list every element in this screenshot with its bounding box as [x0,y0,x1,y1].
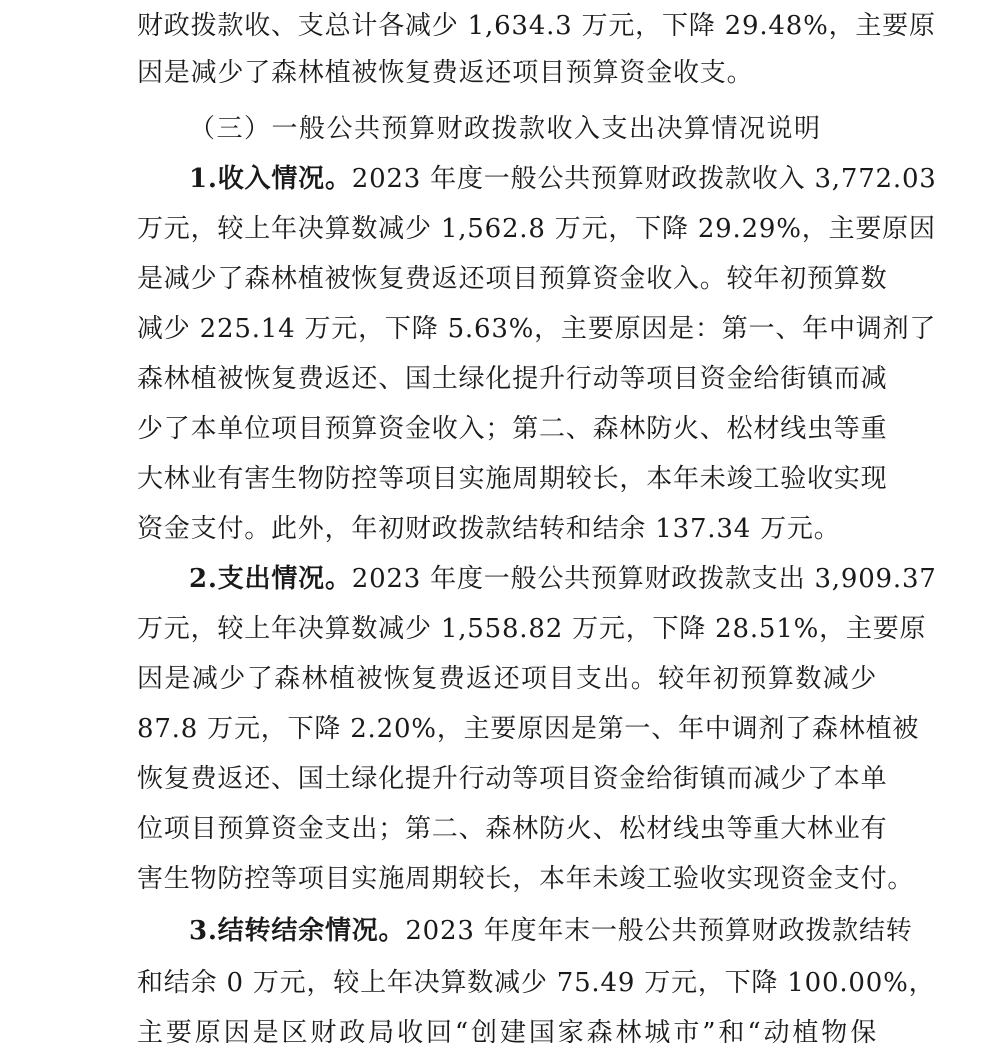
paragraph-line: 和结余 0 万元，较上年决算数减少 75.49 万元，下降 100.00%， [137,968,936,998]
paragraph-line: 因是减少了森林植被恢复费返还项目支出。较年初预算数减少 [137,664,877,694]
paragraph-line: 是减少了森林植被恢复费返还项目预算资金收入。较年初预算数 [137,264,888,294]
paragraph-line: 恢复费返还、国土绿化提升行动等项目资金给街镇而减少了本单 [137,764,888,794]
paragraph-line: 减少 225.14 万元，下降 5.63%，主要原因是：第一、年中调剂了 [137,314,937,344]
paragraph-line: 位项目预算资金支出；第二、森林防火、松材线虫等重大林业有 [137,814,888,844]
section-heading: （三）一般公共预算财政拨款收入支出决算情况说明 [189,114,822,144]
paragraph-lead: 1.收入情况。 [189,164,352,194]
paragraph-line: 万元，较上年决算数减少 1,558.82 万元，下降 28.51%，主要原 [137,614,927,644]
paragraph-line [189,153,937,205]
paragraph-text: 2023 年度年末一般公共预算财政拨款结转 [405,916,913,946]
paragraph-line: 87.8 万元，下降 2.20%，主要原因是第一、年中调剂了森林植被 [137,714,920,744]
paragraph-lead: 2.支出情况。 [189,564,352,594]
paragraph-line: 因是减少了森林植被恢复费返还项目预算资金收支。 [137,58,754,88]
paragraph-line: 少了本单位项目预算资金收入；第二、森林防火、松材线虫等重 [137,414,888,444]
paragraph-line: 森林植被恢复费返还、国土绿化提升行动等项目资金给街镇而减 [137,364,888,394]
paragraph-text: 2023 年度一般公共预算财政拨款支出 3,909.37 [351,564,937,594]
paragraph-line: 大林业有害生物防控等项目实施周期较长，本年未竣工验收实现 [137,464,888,494]
paragraph-line [189,553,937,605]
paragraph-line: 害生物防控等项目实施周期较长，本年未竣工验收实现资金支付。 [137,864,915,894]
paragraph-line: 资金支付。此外，年初财政拨款结转和结余 137.34 万元。 [137,514,841,544]
paragraph-text: 2023 年度一般公共预算财政拨款收入 3,772.03 [351,164,937,194]
paragraph-line [189,905,913,957]
paragraph-line: 万元，较上年决算数减少 1,562.8 万元，下降 29.29%，主要原因 [137,214,936,244]
paragraph-lead: 3.结转结余情况。 [189,916,406,946]
paragraph-line: 主要原因是区财政局收回“创建国家森林城市”和“动植物保 [137,1018,877,1048]
paragraph-line: 财政拨款收、支总计各减少 1,634.3 万元，下降 29.48%，主要原 [137,11,936,41]
